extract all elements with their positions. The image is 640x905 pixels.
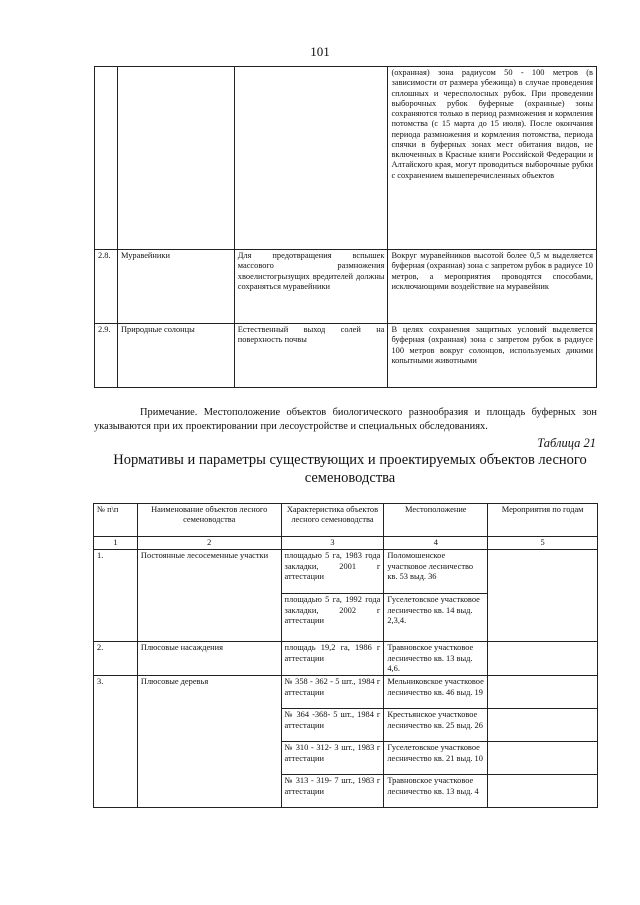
table-row: [94, 676, 598, 709]
object-measures: [488, 709, 598, 742]
column-number: 4: [384, 537, 488, 550]
object-measures: [488, 642, 598, 676]
object-measures: [488, 775, 598, 808]
object-measures: [488, 550, 598, 642]
column-number: 5: [488, 537, 598, 550]
object-location: Травновское участковое лесничество кв. 13 выд. 4: [384, 775, 488, 808]
object-location: Травновское участковое лесничество кв. 13 выд. 4,6.: [384, 642, 488, 676]
object-measures: [488, 742, 598, 775]
object-measures: В целях сохранения защитных условий выделяется буферная (охранная) зона с запретом рубок в радиусе 100 метров вокруг солонцов, используемых дикими копытными животными: [388, 324, 597, 388]
object-name: Плюсовые деревья: [137, 676, 281, 808]
table-row: [95, 250, 597, 324]
object-characteristic: № 310 - 312- 3 шт., 1983 г аттестации: [281, 742, 384, 775]
seed-objects-table: [93, 503, 598, 808]
column-number: 2: [137, 537, 281, 550]
table-cell: [117, 67, 234, 250]
table-row: [95, 67, 597, 250]
biodiversity-objects-table: [94, 66, 597, 388]
column-header: Наименование объектов лесного семеноводства: [137, 504, 281, 537]
object-characteristic: Для предотвращения вспышек массового размножения хвоелистогрызущих вредителей должны сохраняться муравейники: [234, 250, 388, 324]
row-number: 2.8.: [95, 250, 118, 324]
row-number: 1.: [94, 550, 138, 642]
object-location: Гуселетовское участковое лесничество кв. 14 выд. 2,3,4.: [384, 594, 488, 642]
table-cell: [234, 67, 388, 250]
table-row: [94, 550, 598, 594]
object-location: Гуселетовское участковое лесничество кв. 21 выд. 10: [384, 742, 488, 775]
object-characteristic: площадью 5 га, 1992 года закладки, 2002 г аттестации: [281, 594, 384, 642]
column-header: Характеристика объектов лесного семеноводства: [281, 504, 384, 537]
table-label: Таблица 21: [537, 436, 596, 450]
table-cell: [95, 67, 118, 250]
table-title: Нормативы и параметры существующих и проектируемых объектов лесного семеноводства: [113, 452, 587, 486]
row-number: 3.: [94, 676, 138, 808]
object-measures: [488, 676, 598, 709]
column-header: Местоположение: [384, 504, 488, 537]
object-name: Природные солонцы: [117, 324, 234, 388]
table-cell: (охранная) зона радиусом 50 - 100 метров (в зависимости от размера убежища) в случае проведения сплошных и чересполосных рубок. При проведении выборочных рубок буферные (охранные) зоны сохраняются только в период размножения и кормления потомства (с 15 марта до 15 июля). После окончания периода размножения и кормления потомства, периода спячки в буферных зонах мест обитания видов, не включенных в Красные книги Российской Федерации и Алтайского края, могут проводиться выборочные рубки с сохранением вышеперечисленных объектов: [388, 67, 597, 250]
column-number: 3: [281, 537, 384, 550]
table-row: [95, 324, 597, 388]
table-note: Примечание. Местоположение объектов биологического разнообразия и площадь буферных зон указываются при их проектировании при лесоустройстве и специальных обследованиях.: [94, 407, 597, 432]
row-number: 2.: [94, 642, 138, 676]
object-characteristic: Естественный выход солей на поверхность почвы: [234, 324, 388, 388]
object-characteristic: площадь 19,2 га, 1986 г аттестации: [281, 642, 384, 676]
object-location: Крестьянское участковое лесничество кв. 25 выд. 26: [384, 709, 488, 742]
object-characteristic: № 364 -368- 5 шт., 1984 г аттестации: [281, 709, 384, 742]
object-measures: Вокруг муравейников высотой более 0,5 м выделяется буферная (охранная) зона с запретом рубок в радиусе 10 метров, а мероприятия проводятся способами, исключающими воздействие на муравейник: [388, 250, 597, 324]
object-name: Постоянные лесосеменные участки: [137, 550, 281, 642]
object-name: Плюсовые насаждения: [137, 642, 281, 676]
object-characteristic: № 358 - 362 - 5 шт., 1984 г аттестации: [281, 676, 384, 709]
object-name: Муравейники: [117, 250, 234, 324]
object-characteristic: площадью 5 га, 1983 года закладки, 2001 г аттестации: [281, 550, 384, 594]
column-header: № п\п: [94, 504, 138, 537]
object-characteristic: № 313 - 319- 7 шт., 1983 г аттестации: [281, 775, 384, 808]
table-row: [94, 642, 598, 676]
page-number: 101: [310, 44, 330, 59]
object-location: Поломошенское участковое лесничество кв. 53 выд. 36: [384, 550, 488, 594]
column-number: 1: [94, 537, 138, 550]
column-header: Мероприятия по годам: [488, 504, 598, 537]
object-location: Мельниковское участковое лесничество кв. 46 выд. 19: [384, 676, 488, 709]
column-number-row: [94, 537, 598, 550]
table-header-row: [94, 504, 598, 537]
row-number: 2.9.: [95, 324, 118, 388]
